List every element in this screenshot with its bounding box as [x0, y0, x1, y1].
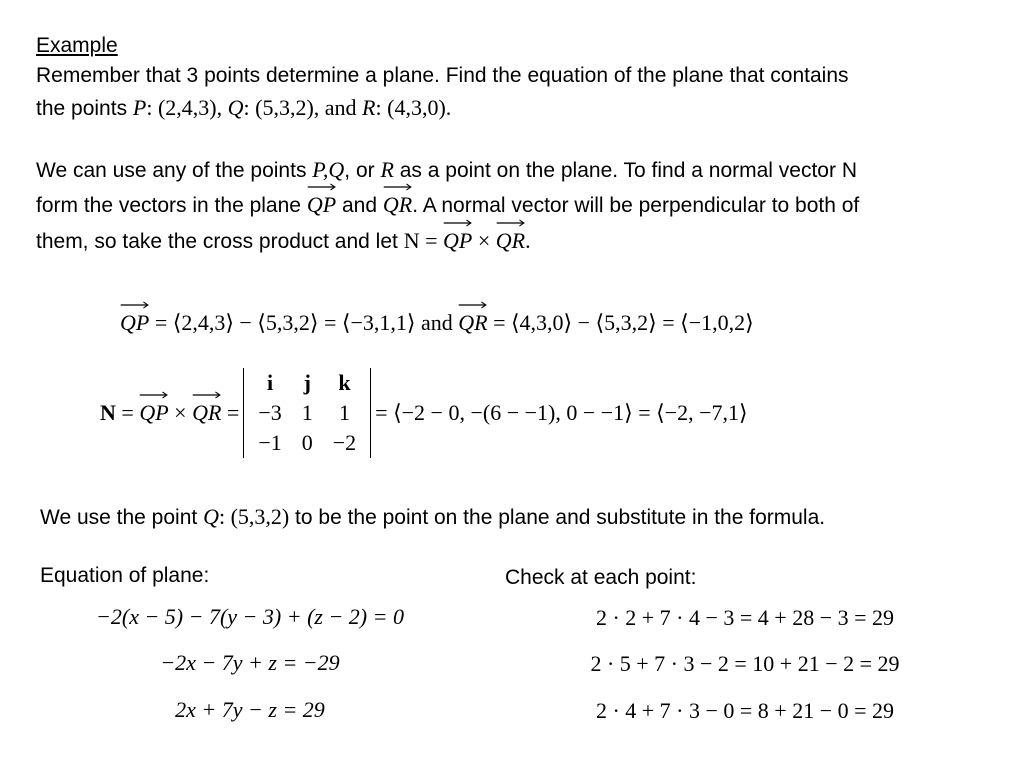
para2-text-a: We can use any of the points [36, 159, 313, 182]
intro-line-1: Remember that 3 points determine a plane. Find the equation of the plane that contains [36, 64, 849, 87]
intro-line-2 [36, 95, 451, 121]
point-p-label: P [132, 95, 147, 120]
vector-qr: QR [496, 228, 525, 254]
check-line-2: 2 · 5 + 7 · 3 − 2 = 10 + 21 − 2 = 29 [590, 651, 900, 676]
example-heading: Example [36, 34, 118, 57]
para2-line-2 [36, 192, 859, 218]
point-q-label: Q [227, 95, 244, 120]
matrix-cell: 0 [301, 430, 313, 455]
point-p-coords: : (2,4,3), [146, 95, 228, 120]
vector-equations [120, 310, 754, 336]
para2-text-g: them, so take the cross product and let [36, 230, 404, 253]
matrix-cell: 1 [338, 400, 350, 425]
check-label: Check at each point: [505, 566, 697, 589]
cross-product-equation [100, 368, 748, 458]
matrix-cell: −1 [258, 430, 282, 455]
para2-line-3 [36, 228, 531, 254]
vector-qp: QP [120, 310, 149, 336]
qr-computation: = ⟨4,3,0⟩ − ⟨5,3,2⟩ = ⟨−1,0,2⟩ [487, 310, 754, 335]
cross-eq1: = [115, 400, 140, 425]
para2-text-b: , or [344, 159, 381, 182]
qp-computation: = ⟨2,4,3⟩ − ⟨5,3,2⟩ = ⟨−3,1,1⟩ and [149, 310, 459, 335]
matrix-k: k [338, 370, 351, 395]
use-point-coords: : (5,3,2) [218, 504, 290, 529]
matrix-row-2 [248, 428, 366, 458]
matrix-row-1 [248, 398, 366, 428]
matrix-header-row [248, 368, 366, 398]
normal-n-symbol: N [100, 400, 116, 425]
point-r-label: R [362, 95, 376, 120]
para2-text-c: as a point on the plane. To find a normal vector N [393, 159, 857, 182]
para2-period: . [525, 228, 531, 253]
cross-eq2: = [221, 400, 240, 425]
matrix-cell: −3 [258, 400, 282, 425]
matrix-cell: −2 [332, 430, 357, 455]
equation-label: Equation of plane: [40, 564, 210, 587]
vector-qr: QR [458, 310, 487, 336]
vector-qp: QP [139, 400, 168, 426]
equation-line-1: −2(x − 5) − 7(y − 3) + (z − 2) = 0 [96, 604, 404, 629]
intro-prefix: the points [36, 97, 133, 120]
use-point-a: We use the point [40, 506, 204, 529]
equation-line-3: 2x + 7y − z = 29 [175, 697, 325, 722]
cross-result: = ⟨−2 − 0, −(6 − −1), 0 − −1⟩ = ⟨−2, −7,1⟩ [375, 400, 748, 425]
para2-line-1 [36, 157, 857, 183]
cross-operator: × [472, 228, 496, 253]
matrix-i: i [266, 370, 274, 395]
vector-qr: QR [383, 192, 412, 218]
para2-text-d: form the vectors in the plane [36, 194, 307, 217]
check-line-3: 2 · 4 + 7 · 3 − 0 = 8 + 21 − 0 = 29 [595, 698, 895, 723]
point-q-coords: : (5,3,2), and [243, 95, 363, 120]
vector-qr: QR [192, 400, 221, 426]
vector-qp: QP [443, 228, 472, 254]
matrix-j: j [303, 370, 311, 395]
use-point-line [40, 504, 825, 530]
para2-point-r: R [380, 157, 394, 182]
use-point-q: Q [203, 504, 219, 529]
determinant-matrix [243, 368, 371, 458]
para2-normal-eq: N = [403, 228, 443, 253]
check-line-1: 2 · 2 + 7 · 4 − 3 = 4 + 28 − 3 = 29 [595, 605, 895, 630]
cross-times: × [168, 400, 193, 425]
matrix-cell: 1 [301, 400, 313, 425]
vector-qp: QP [307, 192, 336, 218]
equation-line-2: −2x − 7y + z = −29 [160, 650, 340, 675]
para2-text-f: . A normal vector will be perpendicular to both of [412, 194, 860, 217]
point-r-coords: : (4,3,0). [375, 95, 452, 120]
para2-points-pq: P,Q [312, 157, 345, 182]
use-point-c: to be the point on the plane and substitute in the formula. [289, 506, 826, 529]
para2-text-e: and [336, 194, 383, 217]
